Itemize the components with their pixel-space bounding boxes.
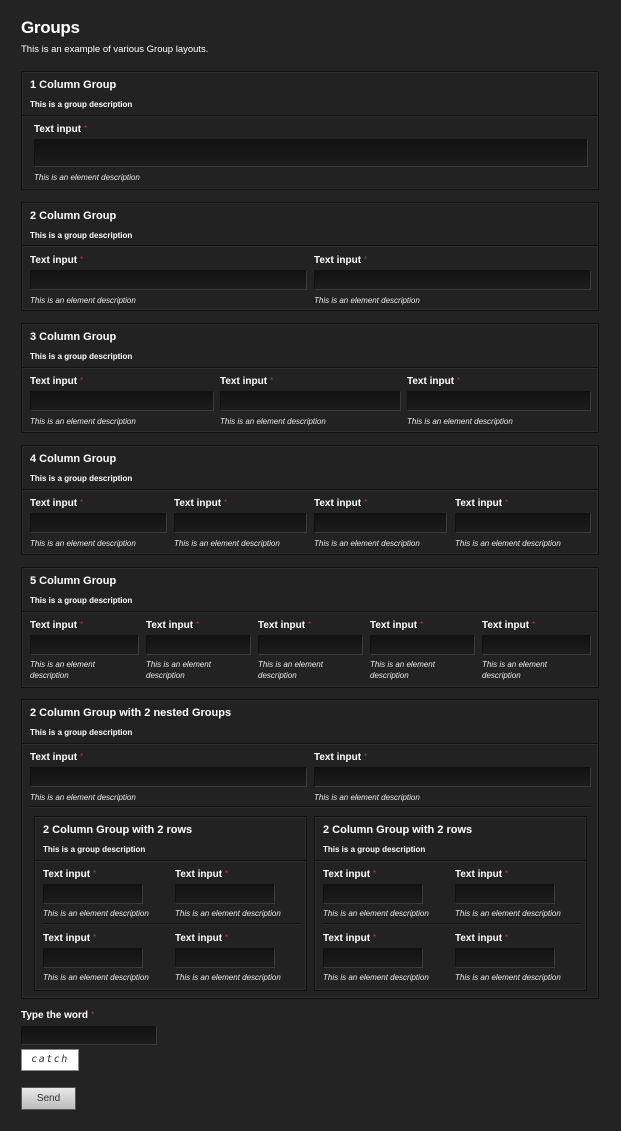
required-marker: * xyxy=(80,620,84,629)
field-description: This is an element description xyxy=(146,660,211,680)
field-description: This is an element description xyxy=(43,909,149,918)
field-label: Text input * xyxy=(455,933,509,944)
required-marker: * xyxy=(364,498,368,507)
text-input[interactable] xyxy=(175,884,275,904)
text-input[interactable] xyxy=(314,513,447,533)
form-field xyxy=(30,376,214,426)
field-label: Text input * xyxy=(455,869,509,880)
field-description: This is an element description xyxy=(175,973,281,982)
field-description: This is an element description xyxy=(323,909,429,918)
field-label: Text input * xyxy=(407,376,461,387)
field-label: Text input * xyxy=(43,933,97,944)
required-marker: * xyxy=(91,1010,95,1019)
required-marker: * xyxy=(373,933,377,942)
form-field xyxy=(314,498,447,548)
captcha-image: catch xyxy=(21,1049,79,1071)
form-field xyxy=(482,620,591,682)
required-marker: * xyxy=(420,620,424,629)
field-label: Text input * xyxy=(314,498,368,509)
group-5-column xyxy=(21,567,599,688)
page-title: Groups xyxy=(21,18,80,37)
field-description: This is an element description xyxy=(30,660,95,680)
divider xyxy=(43,923,300,925)
group-4-column xyxy=(21,445,599,555)
field-label: Text input * xyxy=(175,869,229,880)
form-field xyxy=(323,869,429,919)
group-header xyxy=(22,700,598,744)
field-label: Text input * xyxy=(30,752,84,763)
field-label: Text input * xyxy=(30,376,84,387)
group-3-column xyxy=(21,323,599,433)
required-marker: * xyxy=(457,376,461,385)
required-marker: * xyxy=(80,752,84,761)
required-marker: * xyxy=(224,498,228,507)
form-field xyxy=(175,933,281,983)
group-header xyxy=(22,203,598,246)
field-label: Text input * xyxy=(30,498,84,509)
group-header xyxy=(22,72,598,116)
send-button[interactable]: Send xyxy=(21,1087,76,1110)
form-field xyxy=(370,620,475,682)
group-header xyxy=(22,446,598,490)
group-description: This is a group description xyxy=(30,352,133,361)
group-title: 4 Column Group xyxy=(30,453,117,465)
text-input[interactable] xyxy=(314,767,591,787)
group-header xyxy=(35,817,306,861)
text-input[interactable] xyxy=(323,884,423,904)
required-marker: * xyxy=(364,752,368,761)
field-description: This is an element description xyxy=(370,660,435,680)
required-marker: * xyxy=(80,376,84,385)
required-marker: * xyxy=(80,498,84,507)
text-input[interactable] xyxy=(30,513,167,533)
page-description: This is an example of various Group layouts. xyxy=(21,44,209,55)
field-label: Text input * xyxy=(370,620,424,631)
text-input[interactable] xyxy=(407,391,591,411)
field-description: This is an element description xyxy=(30,539,136,548)
form-field xyxy=(174,498,307,548)
form-field xyxy=(43,869,149,919)
field-label: Text input * xyxy=(455,498,509,509)
field-description: This is an element description xyxy=(43,973,149,982)
group-title: 3 Column Group xyxy=(30,331,117,343)
field-description: This is an element description xyxy=(220,417,326,426)
required-marker: * xyxy=(93,933,97,942)
required-marker: * xyxy=(308,620,312,629)
text-input[interactable] xyxy=(220,391,401,411)
text-input[interactable] xyxy=(314,270,591,290)
group-description: This is a group description xyxy=(30,596,133,605)
field-label: Text input * xyxy=(30,255,84,266)
captcha-label: Type the word * xyxy=(21,1010,95,1021)
text-input[interactable] xyxy=(174,513,307,533)
group-description: This is a group description xyxy=(30,100,133,109)
group-1-column xyxy=(21,71,599,190)
required-marker: * xyxy=(505,498,509,507)
text-input[interactable] xyxy=(370,635,475,655)
group-title: 2 Column Group with 2 rows xyxy=(323,824,473,836)
text-input[interactable] xyxy=(43,884,143,904)
text-input[interactable] xyxy=(455,884,555,904)
field-description: This is an element description xyxy=(30,296,136,305)
field-description: This is an element description xyxy=(175,909,281,918)
text-input[interactable] xyxy=(30,635,139,655)
form-field xyxy=(34,124,588,184)
group-title: 2 Column Group xyxy=(30,210,117,222)
field-description: This is an element description xyxy=(455,539,561,548)
field-description: This is an element description xyxy=(174,539,280,548)
text-input[interactable] xyxy=(323,948,423,968)
field-label: Text input * xyxy=(220,376,274,387)
field-description: This is an element description xyxy=(482,660,547,680)
field-description: This is an element description xyxy=(30,417,136,426)
field-label: Text input * xyxy=(30,620,84,631)
required-marker: * xyxy=(196,620,200,629)
text-input[interactable] xyxy=(30,767,307,787)
field-description: This is an element description xyxy=(455,909,561,918)
nested-group xyxy=(34,816,307,991)
form-field xyxy=(455,869,561,919)
text-input[interactable] xyxy=(30,391,214,411)
group-description: This is a group description xyxy=(30,231,133,240)
text-input[interactable] xyxy=(455,948,555,968)
required-marker: * xyxy=(270,376,274,385)
field-label: Text input * xyxy=(34,124,88,135)
form-field xyxy=(146,620,251,682)
required-marker: * xyxy=(80,255,84,264)
form-field xyxy=(407,376,591,426)
form-field xyxy=(30,255,307,305)
required-marker: * xyxy=(373,869,377,878)
text-input[interactable] xyxy=(175,948,275,968)
field-description: This is an element description xyxy=(30,793,136,802)
form-field xyxy=(30,752,307,802)
group-description: This is a group description xyxy=(30,728,133,737)
field-description: This is an element description xyxy=(314,539,420,548)
form-field xyxy=(43,933,149,983)
group-title: 2 Column Group with 2 rows xyxy=(43,824,193,836)
field-label: Text input * xyxy=(175,933,229,944)
group-header xyxy=(315,817,586,861)
group-2-column xyxy=(21,202,599,311)
group-header xyxy=(22,568,598,612)
form-field xyxy=(30,620,139,682)
field-description: This is an element description xyxy=(314,296,420,305)
field-label: Text input * xyxy=(482,620,536,631)
group-description: This is a group description xyxy=(323,845,426,854)
field-description: This is an element description xyxy=(258,660,323,680)
required-marker: * xyxy=(364,255,368,264)
required-marker: * xyxy=(505,869,509,878)
field-description: This is an element description xyxy=(407,417,513,426)
field-description: This is an element description xyxy=(455,973,561,982)
form-field xyxy=(258,620,363,682)
field-description: This is an element description xyxy=(314,793,420,802)
divider xyxy=(323,923,580,925)
field-label: Text input * xyxy=(43,869,97,880)
nested-group xyxy=(314,816,587,991)
form-field xyxy=(455,933,561,983)
text-input[interactable] xyxy=(43,948,143,968)
field-label: Text input * xyxy=(323,933,377,944)
required-marker: * xyxy=(84,124,88,133)
group-description: This is a group description xyxy=(30,474,133,483)
form-field xyxy=(323,933,429,983)
field-label: Text input * xyxy=(323,869,377,880)
form-field xyxy=(314,752,591,802)
field-label: Text input * xyxy=(146,620,200,631)
form-field xyxy=(314,255,591,305)
field-label: Text input * xyxy=(174,498,228,509)
required-marker: * xyxy=(225,869,229,878)
field-label: Text input * xyxy=(258,620,312,631)
form-field xyxy=(220,376,401,426)
form-field xyxy=(175,869,281,919)
form-field xyxy=(455,498,591,548)
group-nested xyxy=(21,699,599,999)
text-input[interactable] xyxy=(482,635,591,655)
field-label: Text input * xyxy=(314,752,368,763)
form-field xyxy=(30,498,167,548)
required-marker: * xyxy=(225,933,229,942)
text-input[interactable] xyxy=(34,139,588,167)
field-description: This is an element description xyxy=(34,173,140,182)
group-title: 5 Column Group xyxy=(30,575,117,587)
field-description: This is an element description xyxy=(323,973,429,982)
group-title: 1 Column Group xyxy=(30,79,117,91)
divider xyxy=(30,806,591,808)
required-marker: * xyxy=(532,620,536,629)
group-header xyxy=(22,324,598,368)
text-input[interactable] xyxy=(146,635,251,655)
group-description: This is a group description xyxy=(43,845,146,854)
required-marker: * xyxy=(505,933,509,942)
text-input[interactable] xyxy=(258,635,363,655)
field-label: Text input * xyxy=(314,255,368,266)
captcha-input[interactable] xyxy=(21,1026,157,1045)
required-marker: * xyxy=(93,869,97,878)
text-input[interactable] xyxy=(455,513,591,533)
group-title: 2 Column Group with 2 nested Groups xyxy=(30,707,232,719)
text-input[interactable] xyxy=(30,270,307,290)
